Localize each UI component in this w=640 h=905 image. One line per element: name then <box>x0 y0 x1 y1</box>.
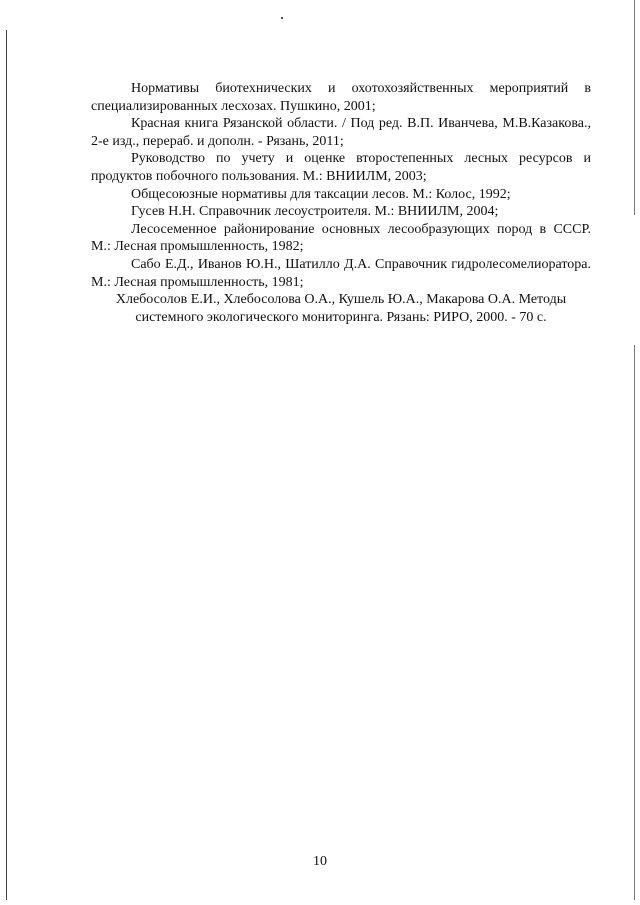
reference-item: Руководство по учету и оценке второстепенных лесных ресурсов и продуктов побочного пользования. М.: ВНИИЛМ, 2003; <box>91 151 591 184</box>
reference-item: Общесоюзные нормативы для таксации лесов. М.: Колос, 1992; <box>131 186 511 202</box>
page-number: 10 <box>313 854 327 869</box>
reference-item: Красная книга Рязанской области. / Под ред. В.П. Иванчева, М.В.Казакова., 2-е изд., перераб. и дополн. - Рязань, 2011; <box>91 116 591 149</box>
scan-binding-line <box>6 30 7 900</box>
reference-item: Лесосеменное районирование основных лесообразующих пород в СССР. М.: Лесная промышленность, 1982; <box>91 221 591 255</box>
scan-edge-mark <box>634 345 635 900</box>
scan-speck <box>281 17 283 19</box>
reference-item: Сабо Е.Д., Иванов Ю.Н., Шатилло Д.А. Справочник гидролесомелиоратора. М.: Лесная промышленность, 1981; <box>91 256 591 290</box>
reference-item: Хлебосолов Е.И., Хлебосолова О.А., Кушель Ю.А., Макарова О.А. Методы системного экологического мониторинга. Рязань: РИРО, 2000. - 70 с. <box>115 292 567 325</box>
reference-item: Нормативы биотехнических и охотохозяйственных мероприятий в специализированных лесхозах. Пушкино, 2001; <box>91 81 591 114</box>
scan-edge-mark <box>634 0 635 215</box>
reference-item: Гусев Н.Н. Справочник лесоустроителя. М.: ВНИИЛМ, 2004; <box>131 204 499 220</box>
reference-list <box>91 80 591 326</box>
